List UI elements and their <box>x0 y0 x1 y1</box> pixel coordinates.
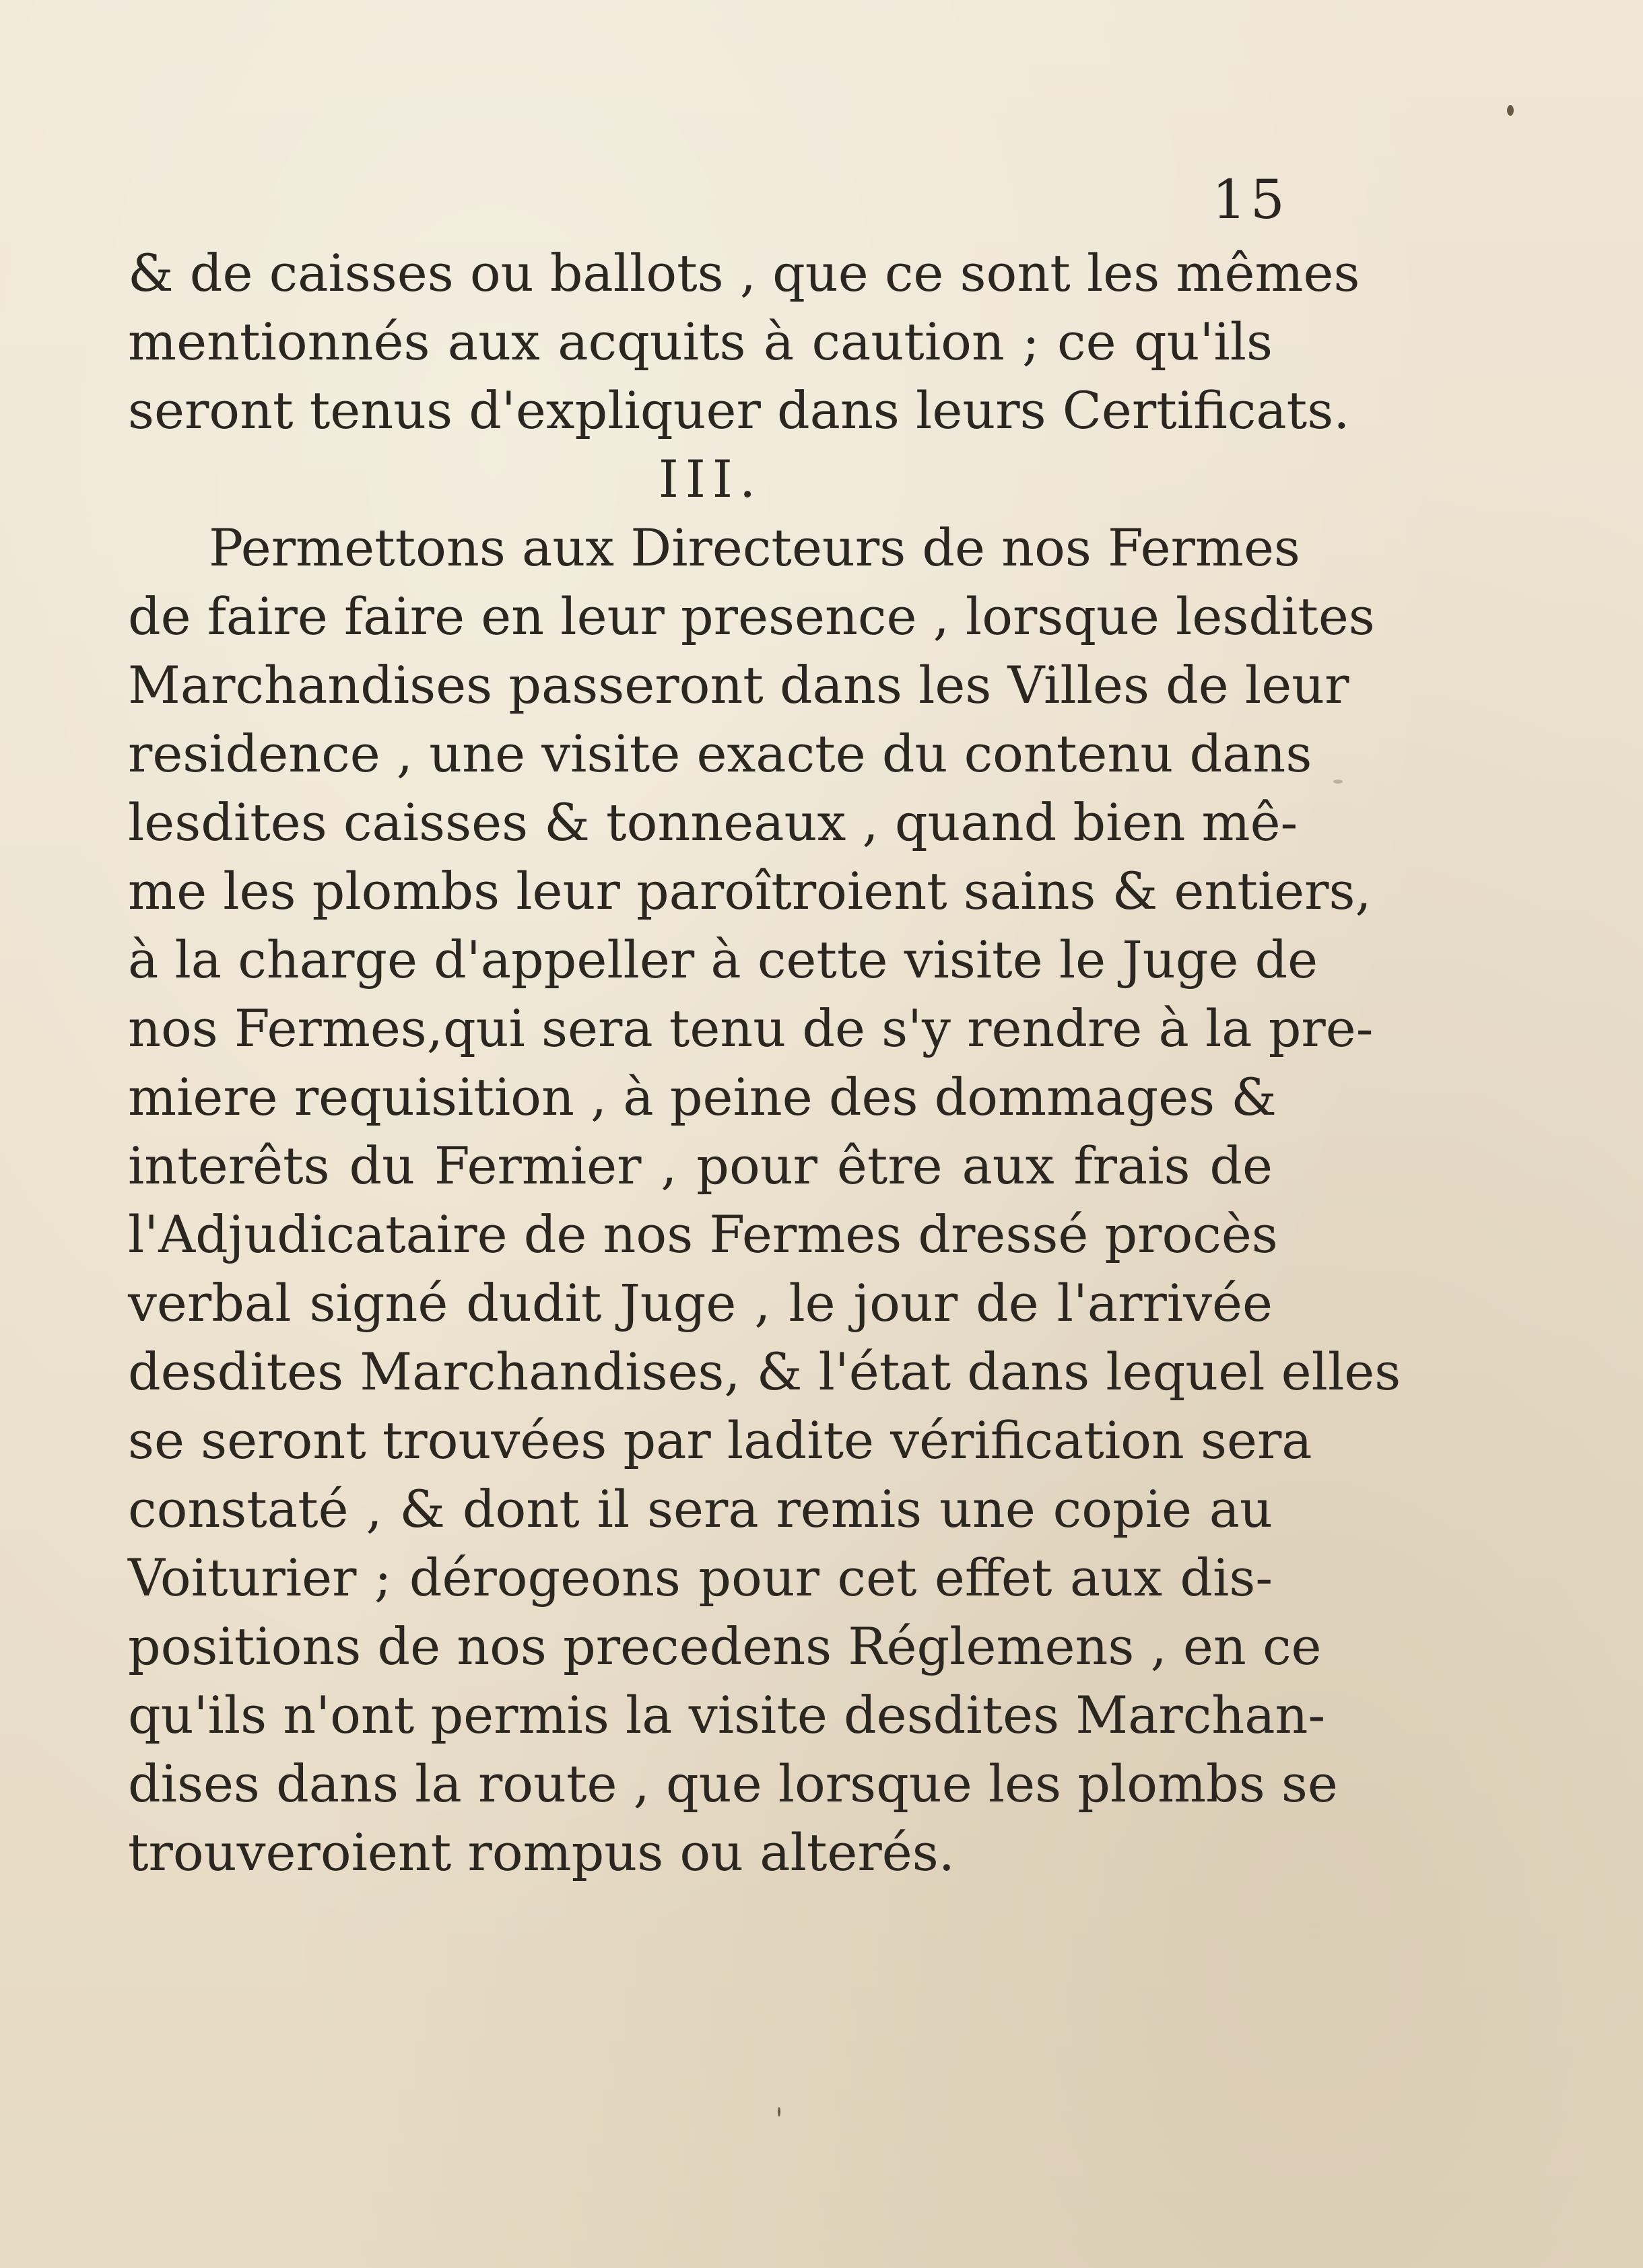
text-line: Permettons aux Directeurs de nos Fermes <box>209 518 1300 578</box>
text-line: qu'ils n'ont permis la visite desdites Marchan- <box>128 1685 1326 1745</box>
text-line: l'Adjudicataire de nos Fermes dressé procès <box>128 1204 1278 1264</box>
page-number: 15 <box>1212 168 1289 231</box>
text-line: residence , une visite exacte du contenu dans <box>128 724 1312 784</box>
text-line: positions de nos precedens Réglemens , en ce <box>128 1616 1322 1676</box>
text-line: verbal signé dudit Juge , le jour de l'arrivée <box>128 1273 1273 1333</box>
text-line: se seront trouvées par ladite vérification sera <box>128 1410 1312 1470</box>
text-line: lesdites caisses & tonneaux , quand bien mê- <box>128 792 1298 852</box>
paper-speck <box>778 2107 780 2117</box>
text-line: Voiturier ; dérogeons pour cet effet aux dis- <box>128 1548 1273 1608</box>
paper-speck <box>1507 105 1514 116</box>
text-line: desdites Marchandises, & l'état dans lequel elles <box>128 1342 1401 1402</box>
text-line: interêts du Fermier , pour être aux frais de <box>128 1136 1273 1196</box>
text-line: & de caisses ou ballots , que ce sont les mêmes <box>128 243 1360 303</box>
paper-speck <box>1333 780 1343 784</box>
body-text <box>128 239 1401 1887</box>
article-heading: III. <box>658 449 763 509</box>
text-line: seront tenus d'expliquer dans leurs Certificats. <box>128 380 1350 440</box>
text-line: Marchandises passeront dans les Villes de leur <box>128 655 1349 715</box>
text-line: miere requisition , à peine des dommages & <box>128 1067 1277 1127</box>
text-line: constaté , & dont il sera remis une copie au <box>128 1479 1273 1539</box>
text-line: nos Fermes,qui sera tenu de s'y rendre à la pre- <box>128 998 1374 1058</box>
text-line: à la charge d'appeller à cette visite le Juge de <box>128 930 1318 990</box>
text-line: mentionnés aux acquits à caution ; ce qu'ils <box>128 312 1273 372</box>
text-line: trouveroient rompus ou alterés. <box>128 1822 955 1882</box>
text-line: de faire faire en leur presence , lorsque lesdites <box>128 586 1375 646</box>
text-line: me les plombs leur paroîtroient sains & entiers, <box>128 861 1372 921</box>
text-line: dises dans la route , que lorsque les plombs se <box>128 1754 1338 1814</box>
